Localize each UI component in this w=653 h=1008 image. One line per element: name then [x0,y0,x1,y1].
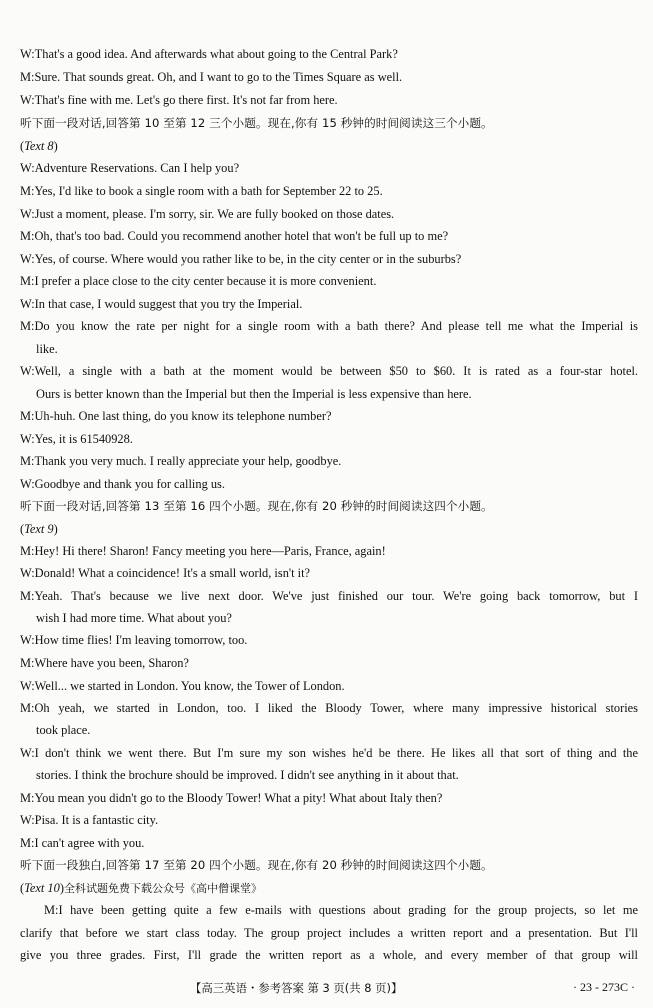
dialogue-line: W:Well, a single with a bath at the moment would be between $50 to $60. It is rated as a four-star hotel. [20,364,638,378]
dialogue-line: M:I prefer a place close to the city center because it is more convenient. [20,274,377,288]
text-label-name: Text 8 [24,139,54,153]
dialogue-line: M:Yes, I'd like to book a single room with a bath for September 22 to 25. [20,184,383,198]
dialogue-line: W:Adventure Reservations. Can I help you? [20,161,240,175]
watermark-note: 全科试题免费下载公众号《高中僧课堂》 [63,882,262,895]
dialogue-line: M:Oh yeah, we started in London, too. I liked the Bloody Tower, where many impressive historical stories [20,701,638,715]
paren-open: ( [20,522,25,536]
text-label [20,880,638,897]
dialogue-line-continued: like. [36,342,58,356]
monologue-line: M:I have been getting quite a few e-mails with questions about grading for the group projects, so let me [44,903,638,917]
dialogue-line: W:Yes, of course. Where would you rather like to be, in the city center or in the suburbs? [20,252,462,266]
dialogue-line-continued: wish I had more time. What about you? [36,611,232,625]
dialogue-line: W:Donald! What a coincidence! It's a small world, isn't it? [20,566,311,580]
dialogue-line-continued: took place. [36,723,91,737]
dialogue-line: M:Thank you very much. I really appreciate your help, goodbye. [20,454,342,468]
dialogue-line: M:Where have you been, Sharon? [20,656,189,670]
text-label [20,521,638,538]
dialogue-line: W:Goodbye and thank you for calling us. [20,477,225,491]
text-label [20,138,638,155]
monologue-line: clarify that before we start class today. The group project includes a written report and a presentation. But I'll [20,926,638,940]
dialogue-line-continued: Ours is better known than the Imperial but then the Imperial is less expensive than here. [36,387,472,401]
paren-open: ( [20,881,25,895]
dialogue-line: W:Just a moment, please. I'm sorry, sir. We are fully booked on those dates. [20,207,395,221]
section-instruction: 听下面一段对话,回答第 10 至第 12 三个小题。现在,你有 15 秒钟的时间阅读这三个小题。 [20,116,493,130]
dialogue-line: M:I can't agree with you. [20,836,145,850]
paren-close: ) [59,881,64,895]
dialogue-line-continued: stories. I think the brochure should be improved. I didn't see anything in it about that. [36,768,459,782]
dialogue-line: M:You mean you didn't go to the Bloody Tower! What a pity! What about Italy then? [20,791,443,805]
dialogue-line: M:Yeah. That's because we live next door. We've just finished our tour. We're going back tomorrow, but I [20,589,638,603]
footer-code: · 23 - 273C · [573,980,635,994]
dialogue-line: W:That's a good idea. And afterwards what about going to the Central Park? [20,47,398,61]
paren-open: ( [20,139,25,153]
dialogue-line: W:How time flies! I'm leaving tomorrow, too. [20,633,248,647]
dialogue-line: W:That's fine with me. Let's go there first. It's not far from here. [20,93,338,107]
dialogue-line: W:I don't think we went there. But I'm sure my son wishes he'd be there. He likes all that sort of thing and the [20,746,638,760]
dialogue-line: M:Uh-huh. One last thing, do you know its telephone number? [20,409,332,423]
dialogue-line: W:Pisa. It is a fantastic city. [20,813,159,827]
text-label-name: Text 10 [24,881,60,895]
dialogue-line: M:Hey! Hi there! Sharon! Fancy meeting you here—Paris, France, again! [20,544,386,558]
paren-close: ) [53,522,58,536]
dialogue-line: W:Yes, it is 61540928. [20,432,133,446]
dialogue-line: M:Do you know the rate per night for a single room with a bath there? And please tell me what the Imperial is [20,319,638,333]
page-footer [0,978,653,998]
dialogue-line: M:Oh, that's too bad. Could you recommend another hotel that won't be full up to me? [20,229,449,243]
dialogue-line: W:Well... we started in London. You know, the Tower of London. [20,679,345,693]
monologue-line: give you three grades. First, I'll grade the written report as a whole, and every member of that group will [20,948,638,962]
footer-page-info: 【高三英语・参考答案 第 3 页(共 8 页)】 [190,981,403,995]
section-instruction: 听下面一段独白,回答第 17 至第 20 四个小题。现在,你有 20 秒钟的时间阅读这四个小题。 [20,858,493,872]
dialogue-line: W:In that case, I would suggest that you try the Imperial. [20,297,303,311]
section-instruction: 听下面一段对话,回答第 13 至第 16 四个小题。现在,你有 20 秒钟的时间阅读这四个小题。 [20,499,493,513]
paren-close: ) [53,139,58,153]
text-label-name: Text 9 [24,522,54,536]
dialogue-line: M:Sure. That sounds great. Oh, and I want to go to the Times Square as well. [20,70,403,84]
